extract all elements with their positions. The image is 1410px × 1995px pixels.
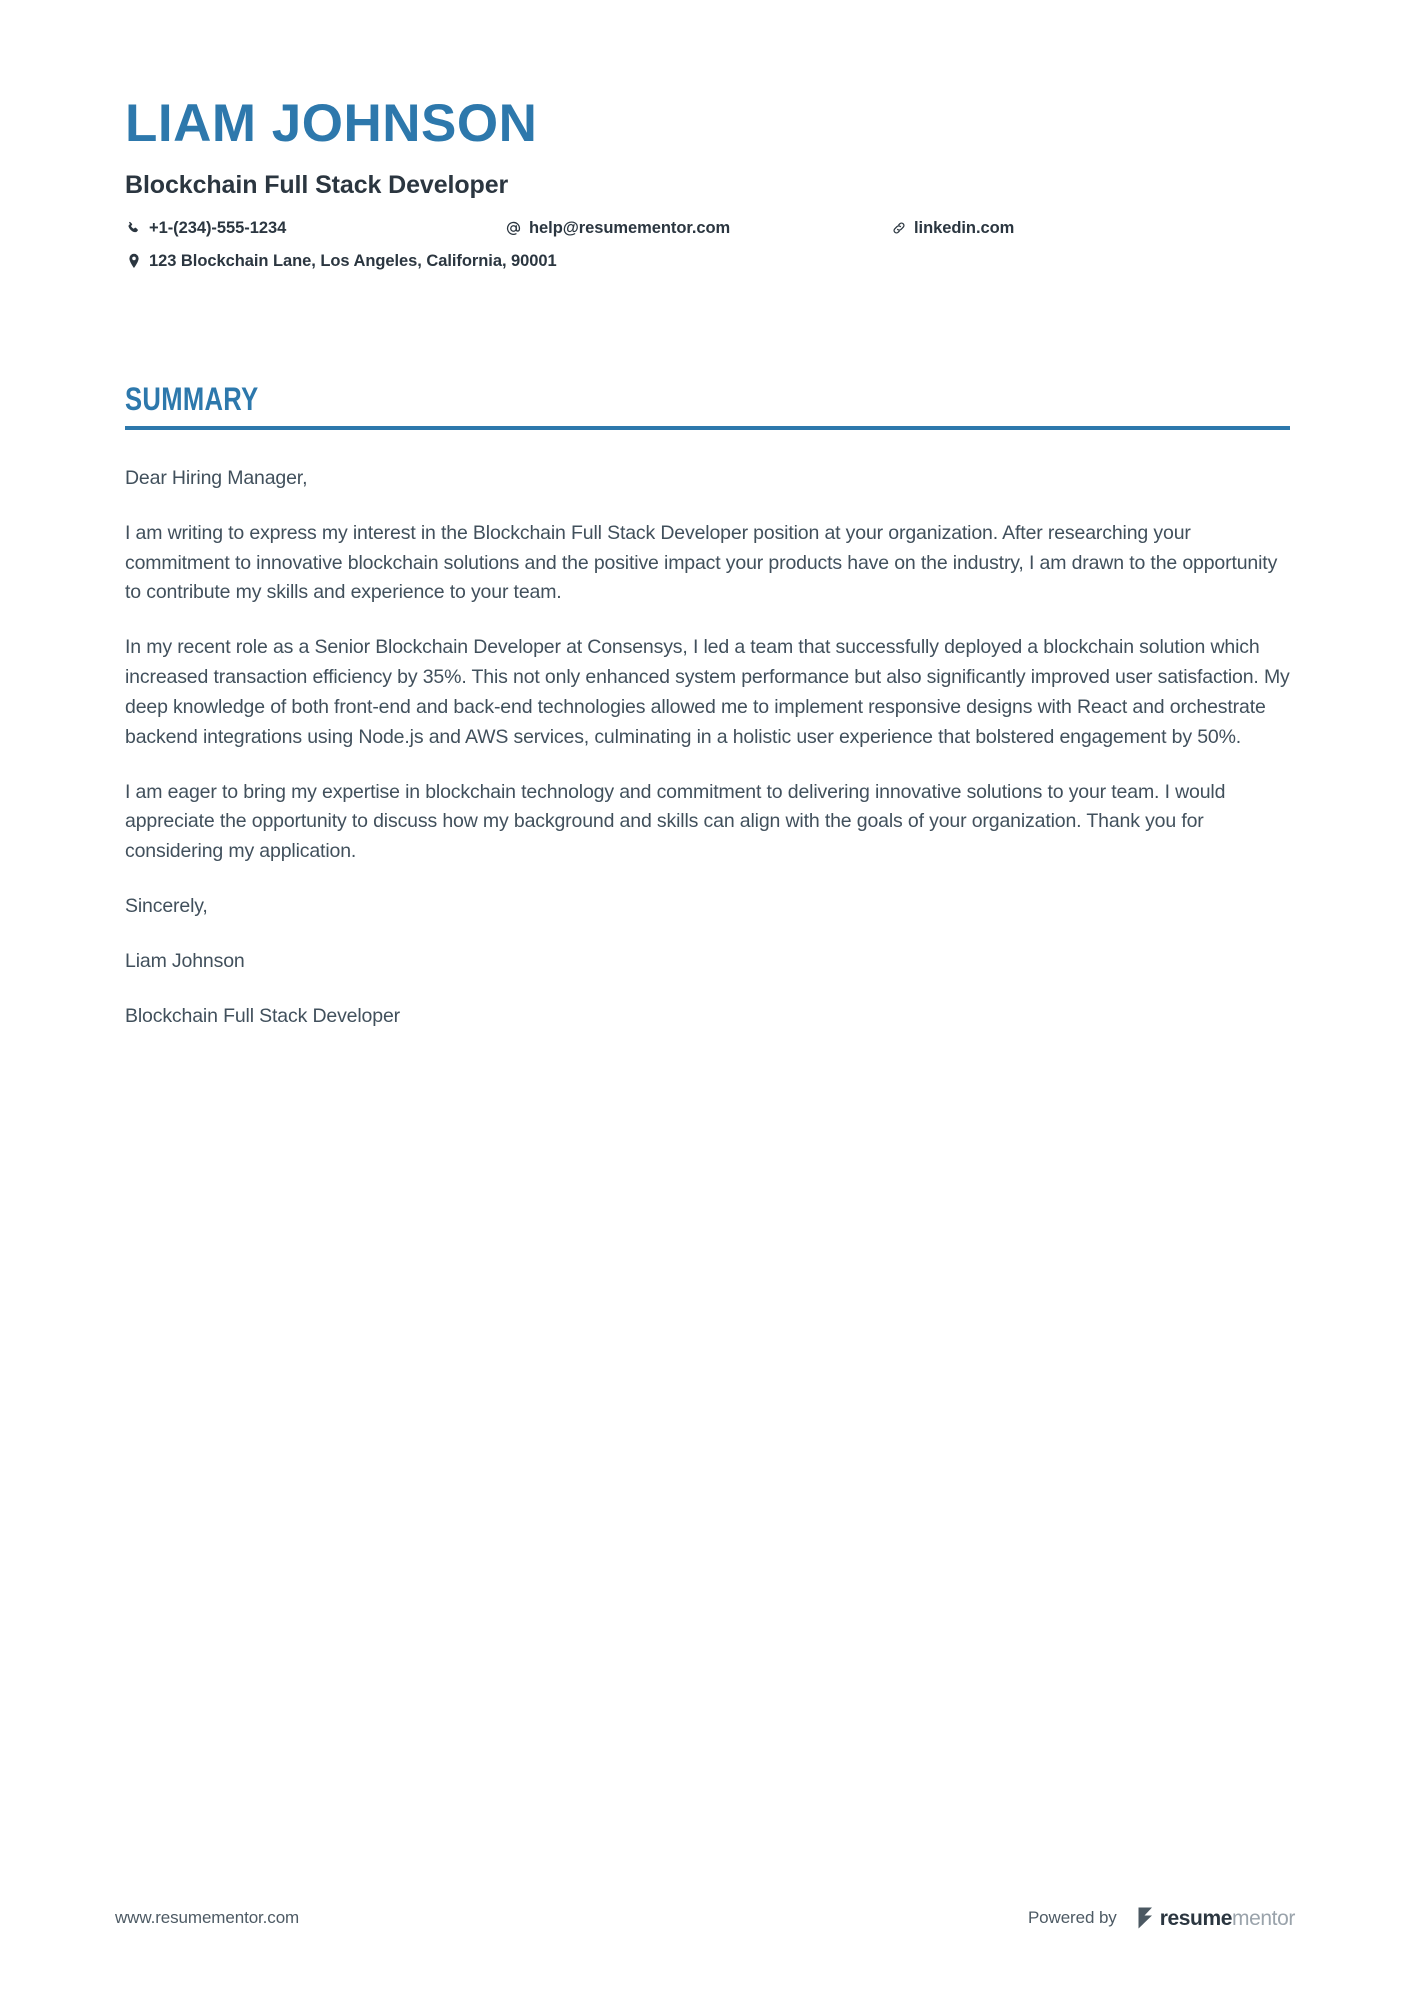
footer-website-url[interactable]: www.resumementor.com xyxy=(115,1908,300,1927)
contact-phone[interactable] xyxy=(125,219,286,238)
brand-name-primary: resume xyxy=(1159,1906,1233,1930)
section-title-summary: SUMMARY xyxy=(125,381,259,417)
signature-name: Liam Johnson xyxy=(125,949,245,972)
letter-body xyxy=(125,464,1290,1032)
at-sign-icon xyxy=(505,220,522,237)
resumementor-brand xyxy=(1137,1907,1295,1929)
footer-branding xyxy=(1028,1907,1295,1929)
letter-header xyxy=(125,96,1290,285)
contact-email[interactable] xyxy=(505,219,730,238)
letter-salutation: Dear Hiring Manager, xyxy=(125,467,308,489)
brand-name-secondary: mentor xyxy=(1232,1906,1295,1930)
contact-website[interactable] xyxy=(890,219,1014,238)
link-icon xyxy=(890,220,907,237)
signature-title: Blockchain Full Stack Developer xyxy=(125,1004,400,1027)
contact-phone-text: +1-(234)-555-1234 xyxy=(149,218,287,237)
contact-address xyxy=(125,252,557,271)
map-pin-icon xyxy=(125,253,142,270)
contact-details xyxy=(125,219,1290,274)
section-summary xyxy=(125,383,1290,1032)
letter-closing: Sincerely, xyxy=(125,895,208,918)
section-divider xyxy=(125,426,1290,430)
contact-line-address xyxy=(125,252,1290,274)
letter-paragraph: In my recent role as a Senior Blockchain Developer at Consensys, I led a team that successfully deployed a blockchain solution which increased transaction efficiency by 35%. This not only enhanced system performance but also significantly improved user satisfaction. My deep knowledge of both front-end and back-end technologies allowed me to implement responsive designs with React and orchestrate backend integrations using Node.js and AWS services, culminating in a holistic user experience that bolstered engagement by 50%. xyxy=(125,636,1290,748)
contact-line-primary xyxy=(125,219,1290,241)
job-title: Blockchain Full Stack Developer xyxy=(125,170,509,199)
phone-icon xyxy=(125,220,142,237)
letter-paragraph: I am eager to bring my expertise in blockchain technology and commitment to delivering innovative solutions to your team. I would appreciate the opportunity to discuss how my background and skills can align with the goals of your organization. Thank you for considering my application. xyxy=(125,780,1226,863)
page-footer xyxy=(0,1901,1410,1935)
contact-address-text: 123 Blockchain Lane, Los Angeles, California, 90001 xyxy=(149,251,557,270)
contact-email-text: help@resumementor.com xyxy=(529,218,731,237)
resumementor-logo-icon xyxy=(1137,1907,1154,1929)
page-title: LIAM JOHNSON xyxy=(125,94,538,153)
letter-paragraph: I am writing to express my interest in the Blockchain Full Stack Developer position at your organization. After researching your commitment to innovative blockchain solutions and the positive impact your products have on the industry, I am drawn to the opportunity to contribute my skills and experience to your team. xyxy=(125,521,1278,604)
contact-website-text: linkedin.com xyxy=(914,218,1015,237)
powered-by-label: Powered by xyxy=(1027,1908,1117,1927)
